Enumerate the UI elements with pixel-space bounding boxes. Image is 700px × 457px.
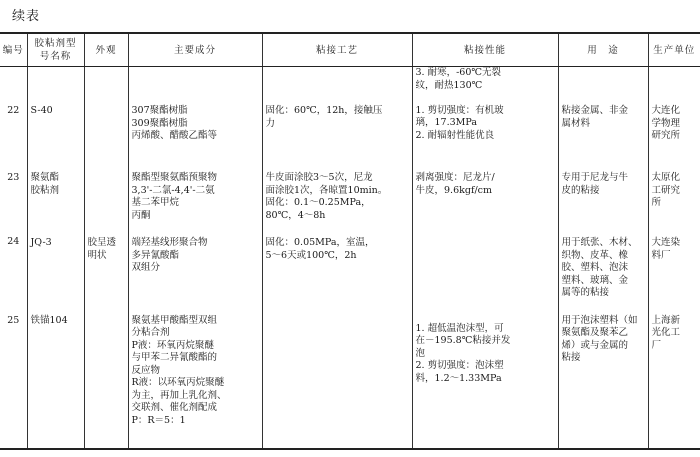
cell-producer [648, 236, 700, 301]
producer-line: 大连化 [651, 105, 681, 116]
performance-line: 牛皮，9.6kgf/cm [415, 184, 492, 196]
cell-performance [412, 236, 558, 301]
performance-line: 1. 剪切强度：有机玻 [415, 104, 504, 116]
performance-line: 泡 [415, 347, 426, 359]
cell-name [27, 67, 84, 171]
cell-usage [558, 301, 648, 449]
performance-line: 3. 耐寒，-60℃无裂 [415, 67, 502, 78]
appearance-line: 胶呈透 [87, 237, 117, 248]
usage-line: 塑料、玻璃、金 [561, 274, 629, 286]
components-line: 丙酮 [131, 209, 151, 221]
header-no: 编号 [0, 33, 27, 67]
producer-line: 大连染 [651, 237, 681, 248]
header-producer: 生产单位 [648, 33, 700, 67]
components-line: 3,3'-二氯-4,4'-二氨 [131, 184, 215, 196]
components-line: 端羟基线形聚合物 [131, 237, 208, 248]
cell-appearance [84, 236, 128, 301]
usage-line: 属材料 [561, 117, 591, 129]
cell-usage [558, 236, 648, 301]
process-line: 固化：0.1～0.25MPa， [265, 197, 371, 208]
components-line: 双组分 [131, 262, 161, 273]
performance-line: 2. 耐辐射性能优良 [415, 129, 495, 141]
usage-line: 用于泡沫塑料（如 [561, 314, 638, 326]
components-line: R液：以环氧丙烷聚醚 [131, 377, 225, 388]
usage-line: 聚氨酯及聚苯乙 [561, 327, 629, 338]
cell-components [128, 67, 262, 171]
cell-performance [412, 170, 558, 236]
components-line: 309聚酯树脂 [131, 117, 188, 129]
process-line: 固化：0.05MPa，室温， [265, 237, 375, 248]
name-line: 铁锚104 [30, 314, 68, 326]
performance-line: 剥离强度：尼龙片/ [415, 172, 495, 183]
usage-line: 胶、塑料、泡沫 [561, 262, 629, 273]
usage-line: 织物、皮革、橡 [561, 249, 629, 261]
cell-name [27, 301, 84, 449]
cell-no: 22 [7, 105, 20, 116]
components-line: P：R＝5：1 [131, 414, 186, 426]
table-caption: 续表 [12, 9, 41, 24]
cell-producer [648, 67, 700, 171]
name-line: JQ-3 [30, 237, 52, 248]
cell-process [262, 170, 412, 236]
performance-line: 在－195.8℃粘接并发 [415, 335, 511, 346]
usage-line: 专用于尼龙与牛 [561, 172, 629, 183]
components-line: 为主，再加上乳化剂、 [131, 389, 227, 401]
process-line: 5～6天或100℃，2h [265, 249, 357, 261]
appearance-line: 明状 [87, 249, 107, 261]
name-line: 胶粘剂 [30, 184, 60, 196]
process-line: 面涂胶1次，各晾置10min。 [265, 184, 388, 196]
components-line: 反应物 [131, 364, 161, 376]
cell-appearance [84, 301, 128, 449]
performance-line: 璃，17.3MPa [415, 117, 478, 128]
producer-line: 所 [651, 197, 662, 208]
usage-line: 属等的粘接 [561, 287, 610, 298]
table-row [0, 67, 700, 171]
producer-line: 光化工 [651, 327, 681, 338]
producer-line: 料厂 [651, 249, 671, 261]
usage-line: 烯）或与金属的 [561, 339, 629, 351]
process-line: 固化：60℃，12h，接触压 [265, 105, 383, 116]
performance-line: 2. 剪切强度：泡沫塑 [415, 360, 504, 371]
cell-usage [558, 67, 648, 171]
header-usage: 用 途 [558, 33, 648, 67]
process-line: 80℃，4～8h [265, 209, 326, 221]
components-line: 交联剂、催化剂配成 [131, 402, 218, 413]
header-components: 主要成分 [128, 33, 262, 67]
components-line: 与甲苯二异氰酸酯的 [131, 352, 218, 363]
usage-line: 用于纸张、木材、 [561, 237, 638, 248]
cell-no: 23 [7, 172, 20, 183]
adhesive-table [0, 32, 700, 450]
producer-line: 太原化 [651, 172, 681, 183]
components-line: 聚酯型聚氨酯预聚物 [131, 172, 218, 183]
producer-line: 学物理 [651, 117, 681, 129]
producer-line: 工研究 [651, 184, 681, 196]
header-row [0, 33, 700, 67]
cell-process [262, 236, 412, 301]
cell-performance [412, 67, 558, 171]
usage-line: 皮的粘接 [561, 184, 600, 196]
components-line: 多异氰酸酯 [131, 249, 180, 261]
performance-line: 纹，耐热130℃ [415, 79, 483, 91]
name-line: S-40 [30, 105, 53, 116]
cell-producer [648, 301, 700, 449]
usage-line: 粘接金属、非金 [561, 105, 629, 116]
header-performance: 粘接性能 [412, 33, 558, 67]
header-appearance: 外观 [84, 33, 128, 67]
cell-components [128, 170, 262, 236]
cell-usage [558, 170, 648, 236]
table-row [0, 236, 700, 301]
header-name: 胶粘剂型号名称 [27, 33, 84, 67]
performance-line [416, 92, 555, 105]
performance-line: 1. 超低温泡沫型，可 [415, 322, 504, 334]
cell-components [128, 301, 262, 449]
table-row [0, 170, 700, 236]
producer-line: 研究所 [651, 130, 681, 141]
components-line: P液：环氧丙烷聚醚 [131, 339, 214, 351]
cell-components [128, 236, 262, 301]
cell-process [262, 301, 412, 449]
name-line: 聚氨酯 [30, 172, 60, 183]
usage-line: 粘接 [561, 352, 581, 363]
cell-name [27, 236, 84, 301]
process-line: 牛皮面涂胶3～5次，尼龙 [265, 172, 373, 183]
cell-appearance [84, 67, 128, 171]
producer-line: 上海新 [651, 314, 681, 326]
process-line: 力 [265, 117, 276, 129]
cell-appearance [84, 170, 128, 236]
cell-producer [648, 170, 700, 236]
cell-no: 25 [0, 301, 27, 449]
components-line: 丙烯酸、醋酸乙酯等 [131, 130, 218, 141]
components-line: 分粘合剂 [131, 327, 170, 338]
performance-line: 料，1.2～1.33MPa [415, 372, 502, 384]
cell-no: 24 [7, 236, 20, 247]
header-process: 粘接工艺 [262, 33, 412, 67]
cell-name [27, 170, 84, 236]
cell-process [262, 67, 412, 171]
producer-line: 厂 [651, 339, 662, 351]
components-line: 307聚酯树脂 [131, 105, 188, 116]
components-line: 聚氨基甲酸酯型双组 [131, 314, 218, 326]
cell-performance [412, 301, 558, 449]
components-line: 基二苯甲烷 [131, 197, 180, 208]
table-row [0, 301, 700, 449]
